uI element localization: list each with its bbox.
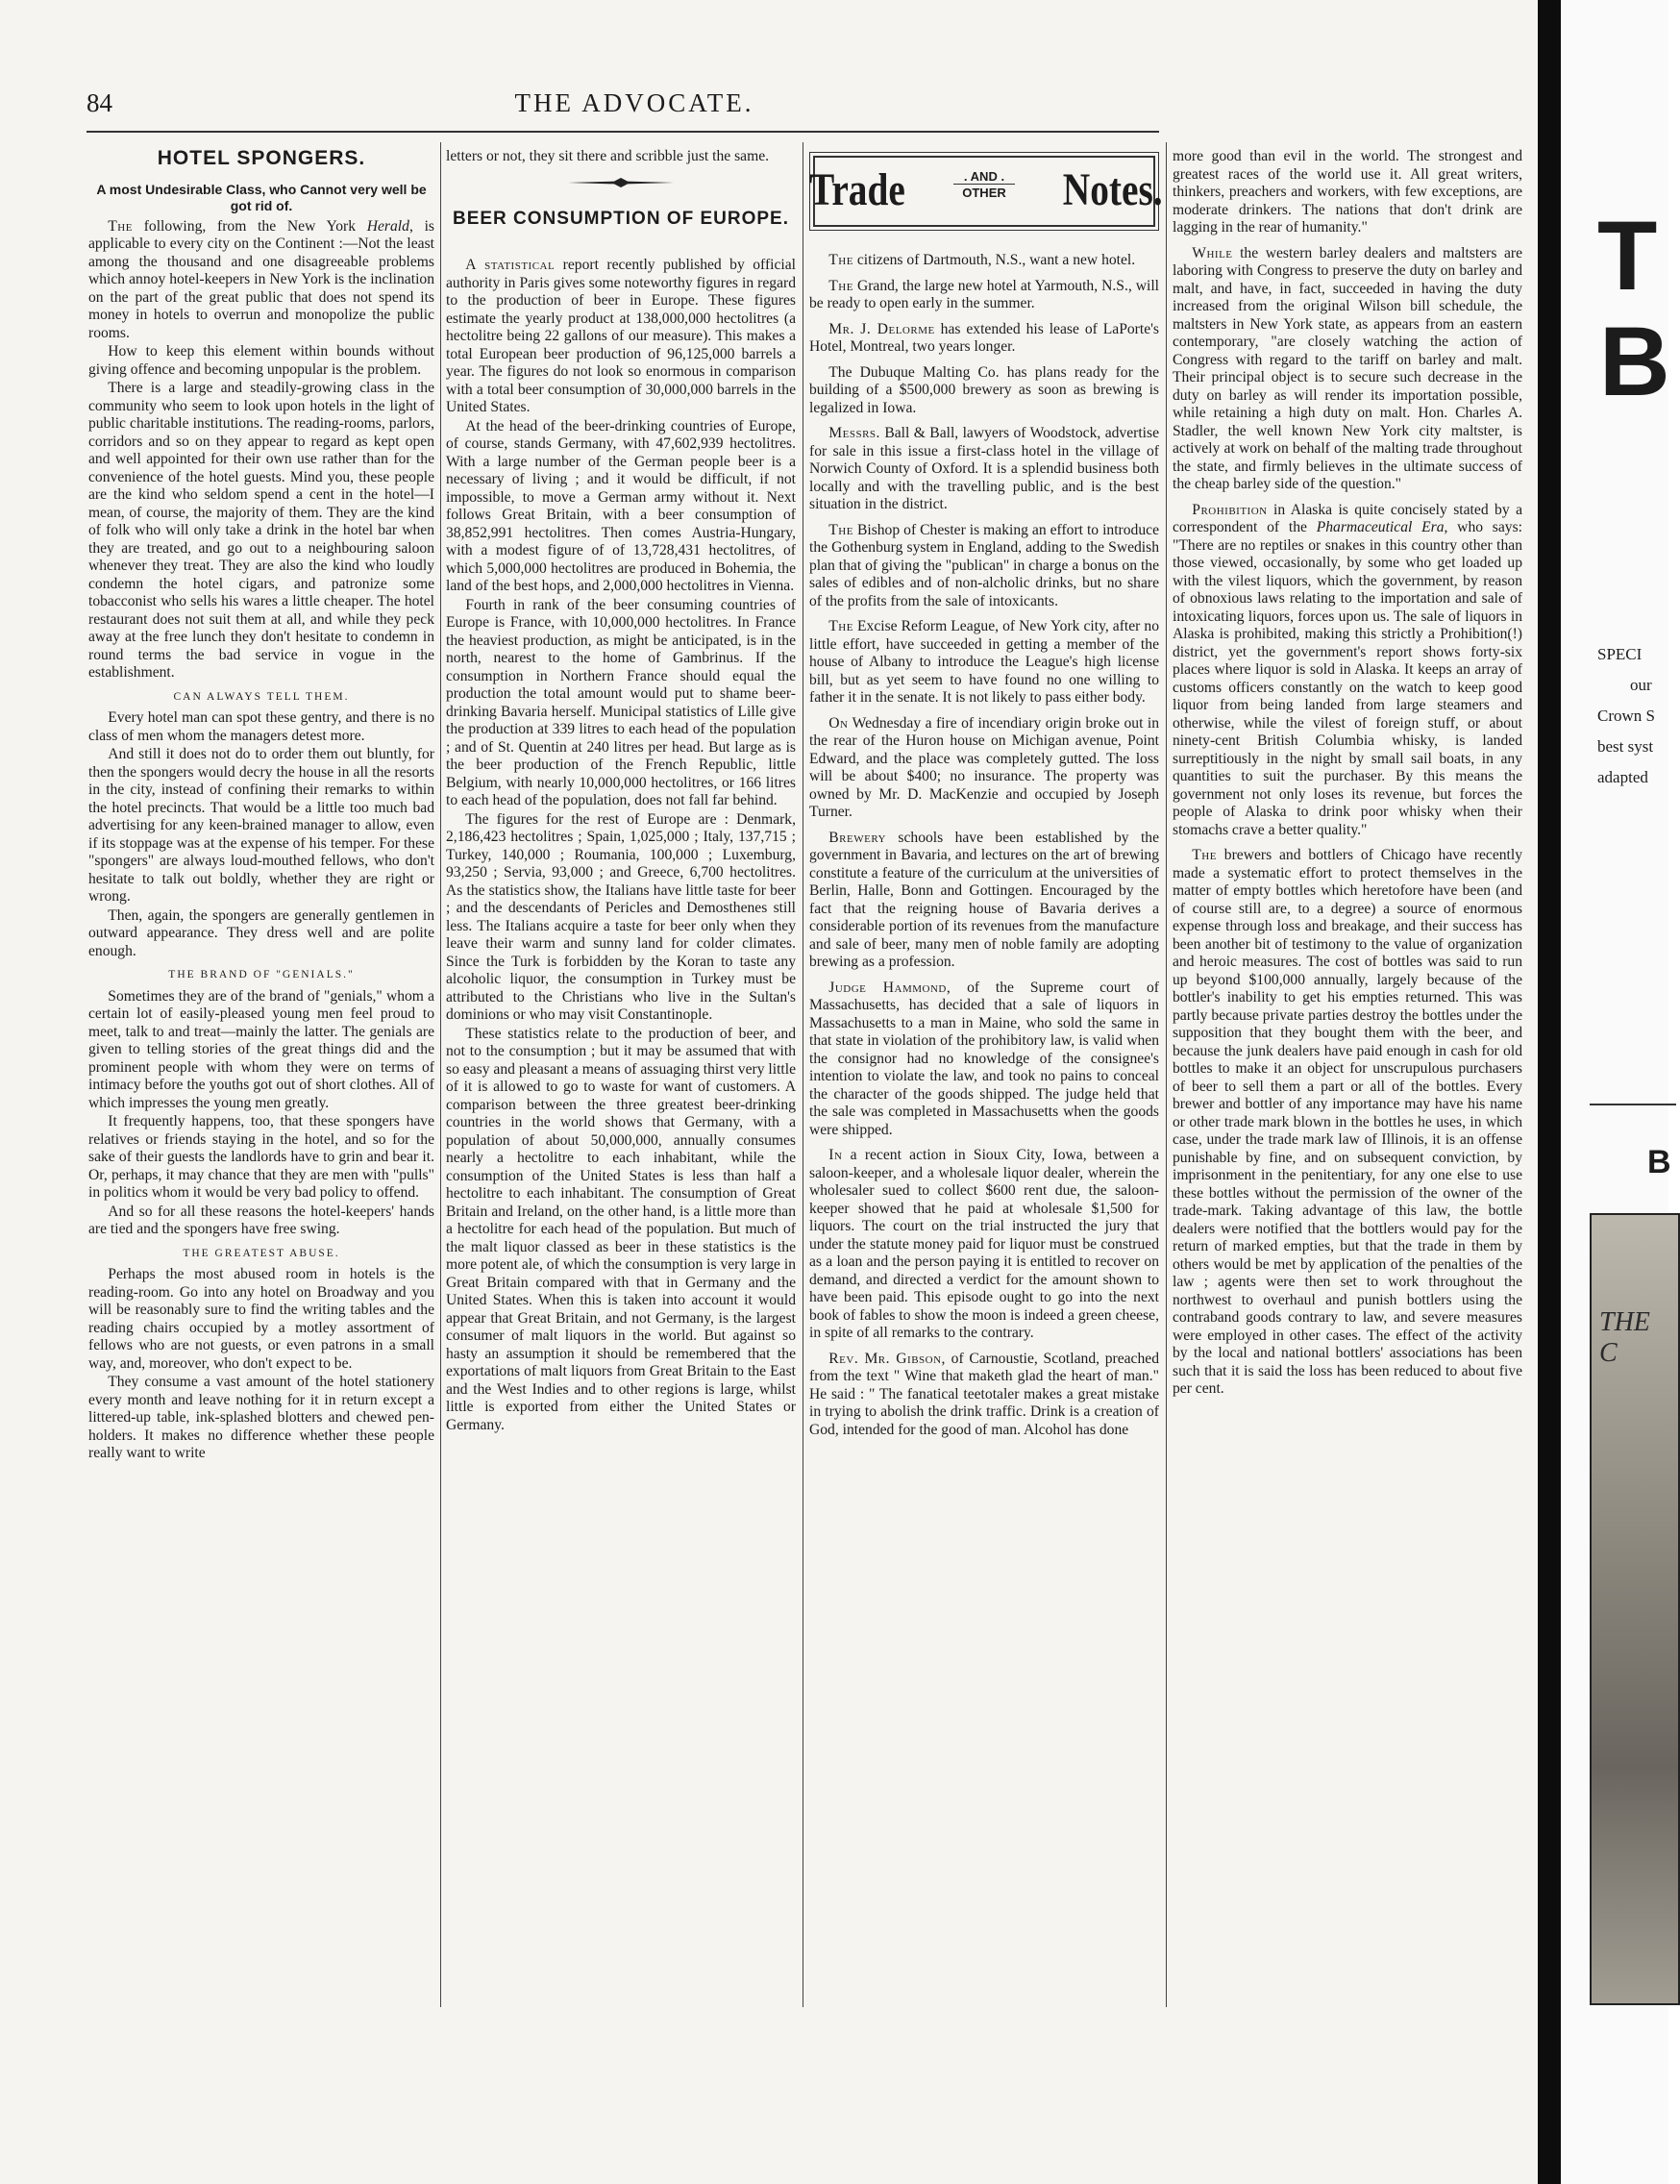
article-paragraph: They consume a vast amount of the hotel stationery every month and leave nothing for it in return except a littered-up table, ink-splashed blotters and chewed pen-holders. It makes no difference whether these people really want to write bbox=[88, 1374, 434, 1461]
section-subhead: THE BRAND OF "GENIALS." bbox=[168, 969, 355, 980]
column-rule bbox=[1166, 142, 1167, 2007]
article-paragraph: Then, again, the spongers are generally gentlemen in outward appearance. They dress well and are polite enough. bbox=[88, 906, 434, 959]
banner-and-other: . AND . OTHER bbox=[953, 169, 1015, 200]
facing-ad-text: SPECI our Crown S best syst adapted bbox=[1597, 645, 1655, 786]
article-paragraph: A statistical report recently published by official authority in Paris gives some noteworthy figures in regard to the production of beer in Europe. These figures estimate the yearly product at 138,000,000 hectolitres (a hectolitre being 22 gallons of our measure). This makes a total European beer production of 96,125,000 barrels a year. The figures do not look so enormous in comparison with a total beer consumption of 30,000,000 barrels in the United States. bbox=[446, 257, 796, 415]
article-paragraph: Every hotel man can spot these gentry, and there is no class of men whom the managers detest more. bbox=[88, 709, 434, 744]
article-paragraph: The following, from the New York Herald, is applicable to every city on the Continent :—Not the least among the thousand and one disagreeable problems which annoy hotel-keepers in New York is the inclination on the part of the great public that does not spend its money in hotels to overrun and monopolize the public rooms. bbox=[88, 217, 434, 341]
banner-word-notes: Notes. bbox=[1063, 164, 1163, 215]
book-gutter bbox=[1538, 0, 1561, 2184]
hotel-spongers-headline: HOTEL SPONGERS. bbox=[157, 147, 366, 169]
trade-notes-banner bbox=[809, 156, 1163, 227]
news-item: While the western barley dealers and maltsters are laboring with Congress to preserve the duty on barley and malt, and have, in fact, succeeded in having the duty increased from the original Wilson bill schedule, the maltsters in New York state, as appears from an eastern contemporary, "are closely watching the action of Congress with regard to the tariff on barley and malt. Their principal object is to secure such decrease in the duty on barley as will render its importation possible, while retaining a high duty on malt. Hon. Charles A. Stadler, the well known New York city maltster, is actively at work on behalf of the malting trade throughout the state, and firmly believes in the ultimate success of the cheap barley side of the question." bbox=[1173, 244, 1522, 492]
page-number: 84 bbox=[86, 88, 112, 117]
facing-section-letter: B bbox=[1647, 1144, 1671, 1180]
header-rule bbox=[86, 131, 1159, 133]
engraving-caption: THE C bbox=[1599, 1307, 1650, 1368]
news-item: Mr. J. Delorme has extended his lease of LaPorte's Hotel, Montreal, two years longer. bbox=[809, 320, 1159, 355]
section-subhead: CAN ALWAYS TELL THEM. bbox=[173, 690, 350, 703]
column-1 bbox=[88, 148, 434, 2008]
article-paragraph: And so for all these reasons the hotel-keepers' hands are tied and the spongers have free swing. bbox=[88, 1203, 434, 1237]
facing-heading-letter: B bbox=[1599, 307, 1670, 416]
facing-heading-letter: T bbox=[1597, 201, 1658, 310]
news-item: On Wednesday a fire of incendiary origin broke out in the rear of the Huron house on Michigan avenue, Point Edward, and the place was completely gutted. The loss will be about $400; no insurance. The property was owned by Mr. D. MacKenzie and occupied by Joseph Turner. bbox=[809, 714, 1159, 820]
banner-word-trade: Trade bbox=[809, 164, 905, 215]
news-item: The Grand, the large new hotel at Yarmouth, N.S., will be ready to open early in the summer. bbox=[809, 277, 1159, 311]
article-paragraph-continued: letters or not, they sit there and scribble just the same. bbox=[446, 148, 770, 164]
article-paragraph: Perhaps the most abused room in hotels is the reading-room. Go into any hotel on Broadway and you will be reasonably sure to find the writing tables and the reading chairs occupied by a motley assortment of fellows who are not guests, or even patrons in a small way, and, moreover, who don't expect to be. bbox=[88, 1266, 434, 1372]
section-subhead: THE GREATEST ABUSE. bbox=[183, 1247, 340, 1259]
page-header bbox=[86, 88, 1182, 117]
article-paragraph: At the head of the beer-drinking countries of Europe, of course, stands Germany, with 47,602,939 hectolitres. With a large number of the German people beer is a necessary of living ; and it would be difficult, if not impossible, to move a German army without it. Next follows Great Britain, with a beer consumption of 38,852,991 hectolitres. Then comes Austria-Hungary, with a modest figure of of 13,728,431 hectolitres, of which 5,000,000 hectolitres are produced in Bohemia, the land of the best hops, and 2,000,000 hectolitres in Vienna. bbox=[446, 417, 796, 594]
column-2 bbox=[446, 148, 796, 2008]
article-paragraph: The figures for the rest of Europe are : Denmark, 2,186,423 hectolitres ; Spain, 1,025,000 ; Italy, 137,715 ; Turkey, 140,000 ; Roumania, 100,000 ; Luxemburg, 93,250 ; Servia, 93,000 ; and Greece, 6,700 hectolitres. As the statistics show, the Italians have little taste for beer ; and the descendants of Pericles and Demosthenes still less. The Italians acquire a taste for beer only when they leave their warm and sunny land for colder climates. Since the Turk is forbidden by the Koran to taste any alcoholic liquor, the consumption in Turkey must be attributed to the Christians who live in the Sultan's dominions or who may visit Constantinople. bbox=[446, 810, 796, 1023]
news-item: The Bishop of Chester is making an effort to introduce the Gothenburg system in England, adding to the Swedish plan that of giving the "publican" in charge a bonus on the sales of edibles and of non-alcholic drinks, but no share of the profits from the sale of intoxicants. bbox=[809, 521, 1159, 609]
column-rule bbox=[440, 142, 441, 2007]
news-item: The brewers and bottlers of Chicago have recently made a systematic effort to protect themselves in the matter of empty bottles which heretofore have been (and of course still are, to a degree) a source of enormous expense through loss and breakage, and their success has been another bit of testimony to the value of organization and heroic measures. The cost of bottles was said to run up beyond $100,000 annually, largely because of the bottler's inability to get his empties returned. This was partly because private parties destroy the bottles under the supposition that they bought them with the beer, and because the junk dealers have paid enough in cash for old bottles to make it an object for unscrupulous purchasers of beer to sell them a part or all of the bottles. Every brewer and bottler of any importance may have his name or other trade mark blown in the bottles he uses, in which case, under the trade mark law of Illinois, it is an offense punishable by fine, and on subsequent conviction, by imprisonment in the penitentiary, for any one else to use these bottles without the permission of the owner of the trade-mark. Taking advantage of this law, the bottle dealers were notified that the bottlers would pay for the return of marked empties, but that the trade in them by others would be met by application of the penalties of the law ; agents were then set to work throughout the northwest to overhaul and punish bottlers using the contraband goods contrary to law, and severe measures were employed in other cases. The effect of the activity by the local and national bottlers' associations has been such that it is said the loss has been reduced to about five per cent. bbox=[1173, 847, 1522, 1397]
news-item-continued: more good than evil in the world. The strongest and greatest races of the world use it. All great writers, thinkers, preachers and workers, with few exceptions, are moderate drinkers. The nations that don't drink are lagging in the rear of humanity." bbox=[1173, 148, 1522, 236]
news-item: The citizens of Dartmouth, N.S., want a new hotel. bbox=[828, 252, 1136, 268]
page-title: THE ADVOCATE. bbox=[514, 88, 754, 117]
article-paragraph: And still it does not do to order them out bluntly, for then the spongers would decry the house in all the resorts in the city, instead of confining their remarks to within the hotel precincts. That would be a little too much bad advertising for any keen-brained manager to allow, even if its stoppage was at the expense of his temper. For these "spongers" are always loud-mouthed fellows, who don't hesitate to talk out boldly, whether they are right or wrong. bbox=[88, 746, 434, 905]
news-item: Brewery schools have been established by the government in Bavaria, and lectures on the art of brewing constitute a feature of the curriculum at the universities of Berlin, Halle, Bonn and Gottingen. Encouraged by the fact that the reigning house of Bavaria derives a considerable portion of its revenues from the manufacture and sale of beer, many men of noble family are adopting brewing as a profession. bbox=[809, 829, 1159, 970]
news-item: The Excise Reform League, of New York city, after no little effort, have succeeded in getting a member of the house of Albany to introduce the League's high license bill, but as yet seem to have found no one willing to father it in the senate. It is not likely to pass either body. bbox=[809, 618, 1159, 706]
beer-consumption-headline: BEER CONSUMPTION OF EUROPE. bbox=[452, 209, 790, 229]
news-item: Messrs. Ball & Ball, lawyers of Woodstock, advertise for sale in this issue a first-class hotel in the village of Norwich County of Oxford. It is a splendid business both locally and with the travelling public, and is the best situation in the district. bbox=[809, 425, 1159, 512]
news-item: In a recent action in Sioux City, Iowa, between a saloon-keeper, and a wholesale liquor dealer, wherein the wholesaler sued to collect $600 rent due, the saloon-keeper showed that he paid at wholesale $1,500 for liquors. The court on the trial instructed the jury that under the statute money paid for liquor must be construed as a loan and the person paying it is entitled to recover on demand, and directed a verdict for the amount shown to have been paid. This episode ought to go into the next book of fables to show the moon is indeed a green cheese, in spite of all remarks to the contrary. bbox=[809, 1147, 1159, 1341]
news-item: Judge Hammond, of the Supreme court of Massachusetts, has decided that a sale of liquors in Massachusetts to a man in Maine, who sold the same in that state in violation of the prohibitory law, is valid when the consignor had no knowledge of the consignee's intention to violate the law, and took no pains to conceal the character of the goods shipped. The judge held that the sale was completed in Massachusetts when the goods were shipped. bbox=[809, 979, 1159, 1138]
article-paragraph: These statistics relate to the production of beer, and not to the consumption ; but it may be assumed that with so easy and pleasant a means of assuaging thirst very little of it is allowed to go to waste for want of customers. A comparison between the three greatest beer-drinking countries in the world shows that Germany, with a population of about 50,000,000, annually consumes nearly a hectolitre to each inhabitant, while the consumption of the United States is less than half a hectolitre to each inhabitant. The consumption of Great Britain and Ireland, on the other hand, is a little more than a hectolitre for each head of the population. But much of the malt liquor classed as beer in these statistics is the more potent ale, of which the consumption is very large in Great Britain compared with that in Germany and the United States. When this is taken into account it would appear that Great Britain, and not Germany, is the largest consumer of malt liquors in the world. But against so hasty an assumption it should be remembered that the exportations of malt liquors from Great Britain to the East and the West Indies and to other regions is large, whilst little is exported from either the United States or Germany. bbox=[446, 1025, 796, 1433]
article-paragraph: How to keep this element within bounds without giving offence and becoming unpopular is the problem. bbox=[88, 343, 434, 378]
article-paragraph: Sometimes they are of the brand of "genials," whom a certain lot of easily-pleased young men feel proud to meet, talk to and treat—mainly the latter. The genials are given to telling stories of the great things did and the prominent people with whom they were on terms of intimacy before the youths got out of short clothes. All of which impresses the young men greatly. bbox=[88, 987, 434, 1111]
news-item: Prohibition in Alaska is quite concisely stated by a correspondent of the Pharmaceutical Era, who says: "There are no reptiles or snakes in this country other than those viewed, occasionally, by some who get loaded up with the vilest liquors, which the government, by reason of obnoxious laws relating to the importation and sale of intoxicating liquors, forces upon us. The sale of liquors in Alaska is prohibited, making this strictly a Prohibition(!) district, yet the government's report shows forty-six places where liquor is sold in Alaska. It keeps an array of customs officers constantly on the watch to keep good liquor from being landed from large steamers and otherwise, while the vilest of foreign stuff, or about ninety-cent British Columbia whisky, is landed surreptitiously in the night by small sail boats, in any quantities to suit the purchaser. By this means the government not only loses its revenue, but forces the people of Alaska to drink poor whisky when their stomachs crave a better quality." bbox=[1173, 501, 1522, 838]
news-item: The Dubuque Malting Co. has plans ready for the building of a $500,000 brewery as soon as brewing is legalized in Iowa. bbox=[809, 363, 1159, 416]
ornament-divider bbox=[446, 176, 796, 194]
article-paragraph: There is a large and steadily-growing class in the community who seem to look upon hotels in the light of public charitable institutions. The reading-rooms, parlors, corridors and so on they appear to regard as kept open and well appointed for their own use rather than for the convenience of the hotel guests. Mind you, these people are the kind who seldom spend a cent in the hotel—I mean, of course, the majority of them. They are the kind of folk who will only take a drink in the hotel bar when they are treated, and go out to a neighbouring saloon whenever they treat. They are also the kind who loudly condemn the hotel cigars, and patronize some tobacconist who sells his wares a little cheaper. The hotel restaurant does not suit them at all, and while they peck away at the free lunch they don't hesitate to condemn in round terms the bad service in vogue in the establishment. bbox=[88, 380, 434, 681]
hotel-spongers-subheadline: A most Undesirable Class, who Cannot very well be got rid of. bbox=[96, 181, 427, 213]
ornament-rule-icon bbox=[568, 177, 674, 188]
column-4 bbox=[1173, 148, 1522, 2008]
article-paragraph: It frequently happens, too, that these spongers have relatives or friends staying in the hotel, and so for the sake of their guests the landlords have to grin and bear it. Or, perhaps, it may chance that they are men with "pulls" in politics whom it would be very bad policy to offend. bbox=[88, 1113, 434, 1201]
column-3 bbox=[809, 148, 1163, 2008]
article-paragraph: Fourth in rank of the beer consuming countries of Europe is France, with 10,000,000 hectolitres. In France the heaviest production, as might be anticipated, is in the north, nearest to the home of Gambrinus. If the consumption in Northern France should equal the production the total amount would put to shame beer-drinking Bavaria herself. Municipal statistics of Lille give the production at 339 litres to each head of the population ; and of St. Quentin at 240 litres per head. But large as is the beer production of the French Republic, little Belgium, with nearly 10,000,000 hectolitres, or 166 litres to each head of the population, does not fall far behind. bbox=[446, 596, 796, 808]
news-item: Rev. Mr. Gibson, of Carnoustie, Scotland, preached from the text " Wine that maketh glad the heart of man." He said : " The fanatical teetotaler makes a great mistake in trying to abolish the drink traffic. Drink is a creation of God, intended for the good of man. Alcohol has done bbox=[809, 1350, 1159, 1438]
facing-rule bbox=[1590, 1104, 1676, 1105]
facing-page-fragment bbox=[1561, 0, 1671, 2184]
